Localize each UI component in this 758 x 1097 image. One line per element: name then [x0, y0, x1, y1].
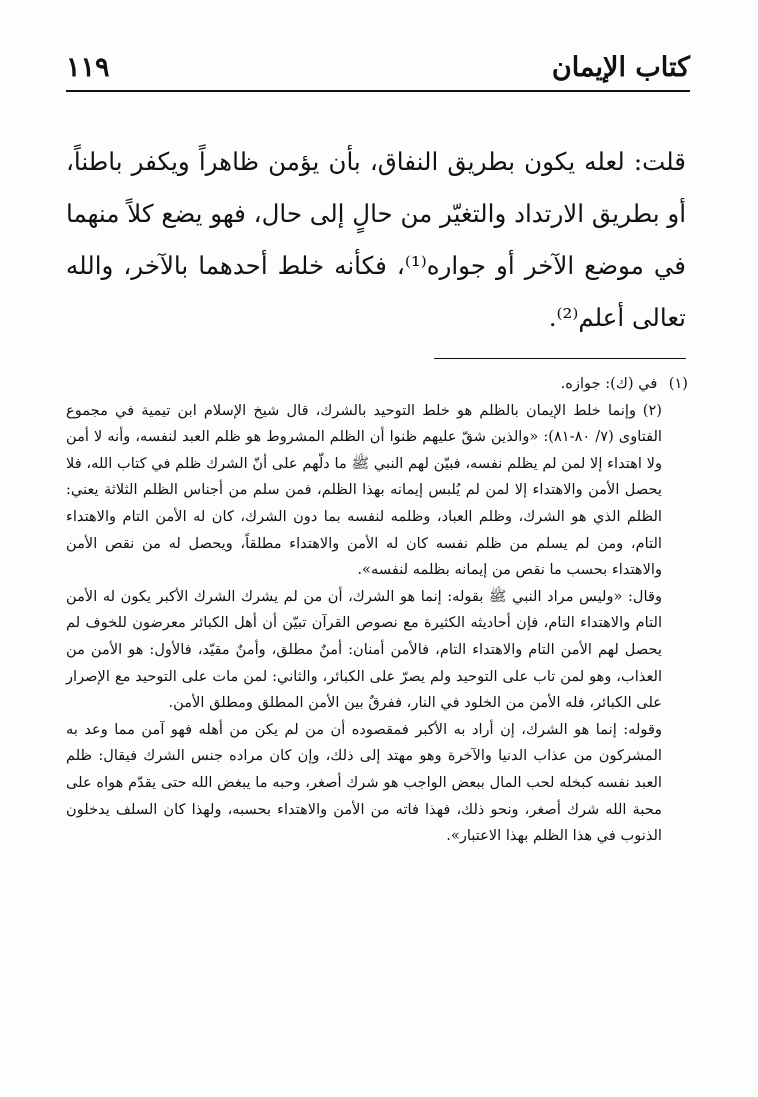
- footnote-number: (١): [668, 375, 688, 392]
- main-text: [66, 136, 686, 344]
- footnote-text: في (ك): جوازه.: [560, 375, 658, 392]
- page-number: ١١٩: [66, 52, 110, 83]
- page-header: [66, 50, 690, 92]
- main-paragraph: قلت: لعله يكون بطريق النفاق، بأن يؤمن ظاهراً ويكفر باطناً، أو بطريق الارتداد والتغيّر من حالٍ إلى حال، فهو يضع كلاً منهما في موضع الآخر أو جواره⁽¹⁾، فكأنه خلط أحدهما بالآخر، والله تعالى أعلم⁽²⁾.: [66, 147, 686, 332]
- footnote-divider: [434, 358, 686, 359]
- footnote-text: وإنما خلط الإيمان بالظلم هو خلط التوحيد بالشرك، قال شيخ الإسلام ابن تيمية في مجموع الفتاوى (٧/ ٨٠-٨١): «والذين شقّ عليهم ظنوا أن الظلم المشروط هو ظلم العبد لنفسه، وأنه لا أمن ولا اهتداء إلا لمن لم يظلم نفسه، فبيّن لهم النبي ﷺ ما دلّهم على أنّ الشرك ظلم في كتاب الله، فلا يحصل الأمن والاهتداء إلا لمن لم يُلبس إيمانه بهذا الظلم، فمن سلم من أجناس الظلم الثلاثة يعني: الظلم الذي هو الشرك، وظلم العباد، وظلمه لنفسه بما دون الشرك، كان له الأمن التام والاهتداء التام، ومن لم يسلم من ظلم نفسه كان له الأمن والاهتداء مطلقاً، ويحصل له من نقص الأمن والاهتداء بحسب ما نقص من إيمانه بظلمه لنفسه».: [66, 401, 662, 579]
- footnotes: [66, 371, 688, 850]
- footnote-paragraph: [66, 398, 662, 584]
- chapter-title: كتاب الإيمان: [551, 52, 690, 83]
- footnote-paragraph: وقوله: إنما هو الشرك، إن أراد به الأكبر فمقصوده أن من لم يكن من أهله فهو آمن مما وعد به المشركون من عذاب الدنيا والآخرة وهو مهتد إلى ذلك، وإن كان مراده جنس الشرك فيقال: ظلم العبد نفسه كبخله لحب المال ببعض الواجب هو شرك أصغر، وحبه ما يبغض الله حتى يقدّم هواه على محبة الله شرك أصغر، ونحو ذلك، فهذا فاته من الأمن والاهتداء بحسبه، ولهذا كان السلف يدخلون الذنوب في هذا الظلم بهذا الاعتبار».: [66, 720, 662, 845]
- footnote-2: [66, 398, 688, 850]
- footnote-1: [66, 371, 688, 398]
- footnote-paragraph: وقال: «وليس مراد النبي ﷺ بقوله: إنما هو الشرك، أن من لم يشرك الشرك الأكبر يكون له الأمن التام والاهتداء التام، فإن أحاديثه الكثيرة مع نصوص القرآن تبيّن أن أهل الكبائر معرضون للخوف لم يحصل لهم الأمن التام والاهتداء التام، فالأمن أمنان: أمنٌ مطلق، وأمنٌ مقيّد، فالأول: هو الأمن من العذاب، وهو لمن تاب على التوحيد ولم يصرّ على الكبائر، والثاني: لمن مات على التوحيد مع الإصرار على الكبائر، فله الأمن من الخلود في النار، ففرقٌ بين الأمن المطلق ومطلق الأمن.: [66, 587, 662, 712]
- footnote-number: (٢): [642, 401, 662, 419]
